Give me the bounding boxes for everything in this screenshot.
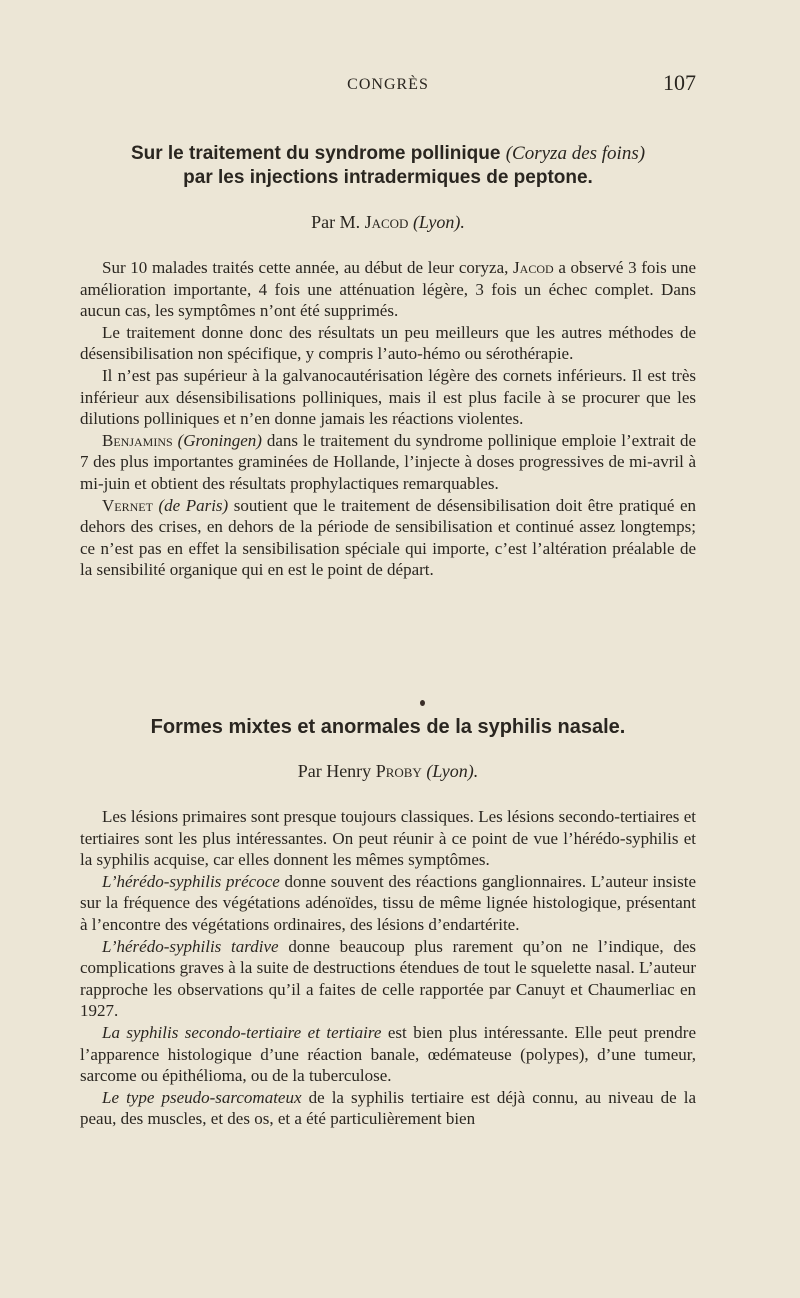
article-syphilis <box>80 716 696 1130</box>
paragraph: Il n’est pas supérieur à la galvanocautérisation légère des cornets inférieurs. Il est très inférieur aux désensibilisations polliniques, mais il est plus facile à se procurer que les dilutions polliniques et n’en donne jamais les réactions violentes. <box>80 365 696 429</box>
paragraph: Les lésions primaires sont presque toujours classiques. Les lésions secondo-tertiaires et tertiaires sont les plus intéressantes. On peut réunir à ce point de vue l’hérédo-syphilis et la syphilis acquise, car elles donnent les mêmes symptômes. <box>80 807 696 870</box>
page-number: 107 <box>663 70 696 95</box>
article1-title: Sur le traitement du syndrome pollinique (Coryza des foins) par les injections intradermiques de peptone. <box>130 143 646 188</box>
author-name: Proby <box>375 761 422 781</box>
running-head: CONGRÈS <box>347 76 429 93</box>
paragraph: Le traitement donne donc des résultats un peu meilleurs que les autres méthodes de désensibilisation non spécifique, y compris l’auto-hémo ou sérothérapie. <box>80 322 696 364</box>
article1-byline: Par M. Jacod (Lyon). <box>311 212 465 232</box>
article-pollinique <box>80 142 696 581</box>
paragraph: L’hérédo-syphilis tardive donne beaucoup plus rarement qu’on ne l’indique, des complications graves à la suite de destructions étendues de tout le squelette nasal. L’auteur rapproche les observations qu’il a faites de celle rapportée par Canuyt et Chaumerliac en 1927. <box>80 936 696 1021</box>
paragraph: Benjamins (Groningen) dans le traitement du syndrome pollinique emploie l’extrait de 7 des plus importantes graminées de Hollande, l’injecte à doses progressives de mi-avril à mi-juin et obtient des résultats prophylactiques remarquables. <box>80 430 697 493</box>
paragraph: Sur 10 malades traités cette année, au début de leur coryza, Jacod a observé 3 fois une amélioration importante, 4 fois une atténuation légère, 3 fois un échec complet. Dans aucun cas, les symptômes n’ont été supprimés. <box>80 258 696 321</box>
author-name: Jacod <box>364 212 409 232</box>
article2-title: Formes mixtes et anormales de la syphilis nasale. <box>150 716 626 738</box>
paragraph: L’hérédo-syphilis précoce donne souvent des réactions ganglionnaires. L’auteur insiste sur la fréquence des végétations adénoïdes, tissu de même lignée histologique, présentant à l’encontre des végétations ordinaires, des lésions d’endartérite. <box>80 871 696 934</box>
article2-byline: Par Henry Proby (Lyon). <box>297 761 479 781</box>
paragraph: Vernet (de Paris) soutient que le traitement de désensibilisation doit être pratiqué en dehors des crises, en dehors de la période de sensibilisation et continué assez longtemps; ce n’est pas en effet la sensibilisation spéciale qui importe, c’est l’altération préalable de la sensibilité organique qui en est le point de départ. <box>80 495 697 580</box>
paragraph: La syphilis secondo-tertiaire et tertiaire est bien plus intéressante. Elle peut prendre l’apparence histologique d’une réaction banale, œdémateuse (polypes), d’une tumeur, sarcome ou épithélioma, ou de la tuberculose. <box>80 1022 697 1086</box>
section-separator-dot <box>420 700 425 706</box>
page-header <box>80 70 696 100</box>
paragraph: Le type pseudo-sarcomateux de la syphilis tertiaire est déjà connu, au niveau de la peau, des muscles, et des os, et a été particulièrement bien <box>80 1087 697 1129</box>
